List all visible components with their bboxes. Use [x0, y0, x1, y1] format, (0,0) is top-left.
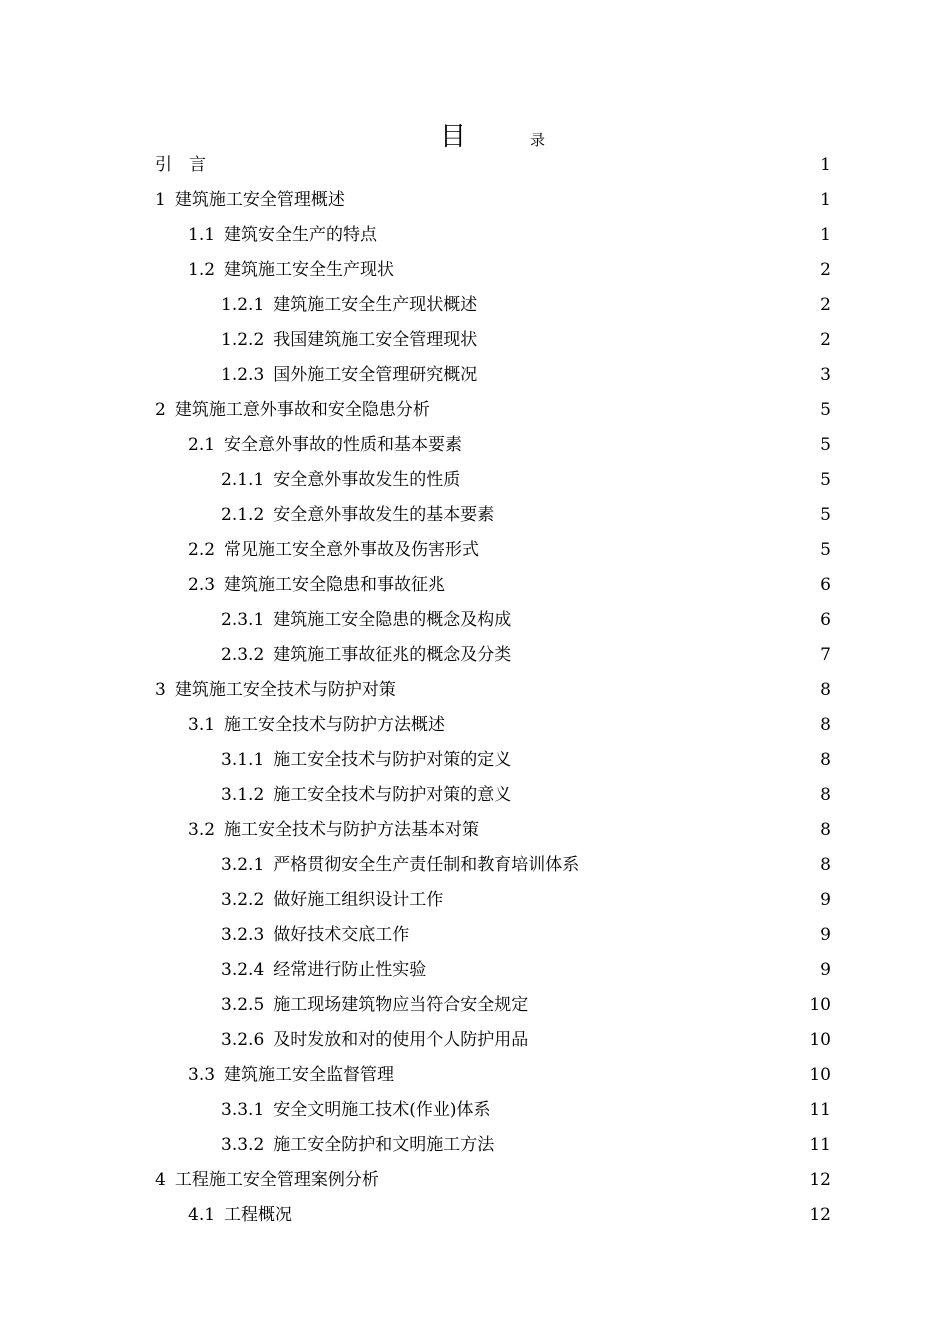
- toc-entry[interactable]: [0, 358, 950, 393]
- toc-entry[interactable]: [0, 428, 950, 463]
- toc-entry-page-number: 10: [809, 995, 831, 1015]
- toc-entry-page-number: 12: [809, 1170, 831, 1190]
- toc-entry-label: 施工现场建筑物应当符合安全规定: [273, 995, 529, 1015]
- toc-entry-page-number: 2: [820, 330, 831, 350]
- toc-entry-number: 2.3.2: [221, 645, 265, 665]
- toc-entry-heading: [221, 463, 460, 498]
- toc-entry[interactable]: [0, 323, 950, 358]
- toc-entry-label: 建筑施工安全生产现状概述: [273, 295, 478, 315]
- toc-entry-number: 3.3.1: [221, 1100, 265, 1120]
- toc-entry-number: 2.3.1: [221, 610, 265, 630]
- toc-entry-label: 工程施工安全管理案例分析: [174, 1170, 379, 1190]
- toc-entry-heading: [221, 848, 579, 883]
- toc-entry-heading: [221, 603, 511, 638]
- toc-entry-label: 建筑施工事故征兆的概念及分类: [273, 645, 512, 665]
- toc-entry-heading: [221, 778, 511, 813]
- toc-entry-label: 建筑施工安全生产现状: [224, 260, 395, 280]
- toc-entry-page-number: 5: [820, 505, 831, 525]
- toc-entry-label: 施工安全技术与防护对策的意义: [273, 785, 512, 805]
- toc-entry-heading: [221, 498, 494, 533]
- toc-entry[interactable]: [0, 743, 950, 778]
- toc-entry-number: 3.1.2: [221, 785, 265, 805]
- toc-entry-heading: [221, 1023, 528, 1058]
- toc-entry-label: 严格贯彻安全生产责任制和教育培训体系: [273, 855, 580, 875]
- toc-entry-page-number: 1: [820, 155, 831, 175]
- toc-entry-page-number: 10: [809, 1030, 831, 1050]
- toc-entry-number: 1.2.1: [221, 295, 265, 315]
- toc-entry-number: 1.2: [188, 260, 216, 280]
- toc-entry[interactable]: [0, 918, 950, 953]
- toc-entry-label: 建筑施工安全隐患和事故征兆: [224, 575, 446, 595]
- toc-entry[interactable]: [0, 1058, 950, 1093]
- toc-title-main: 目: [440, 122, 467, 152]
- toc-entry-number: 4: [155, 1170, 166, 1190]
- toc-entry-page-number: 7: [820, 645, 831, 665]
- toc-entry-page-number: 10: [809, 1065, 831, 1085]
- toc-entry-heading: [188, 813, 479, 848]
- toc-entry-label: 建筑施工安全监督管理: [224, 1065, 395, 1085]
- toc-entry-page-number: 2: [820, 295, 831, 315]
- toc-entry-label: 建筑施工安全技术与防护对策: [174, 680, 396, 700]
- toc-entry[interactable]: [0, 533, 950, 568]
- toc-entry-page-number: 12: [809, 1205, 831, 1225]
- toc-entry-number: 3.2.3: [221, 925, 265, 945]
- toc-entry-heading: [221, 1128, 494, 1163]
- toc-entry[interactable]: [0, 813, 950, 848]
- toc-entry-page-number: 8: [820, 820, 831, 840]
- toc-entry-page-number: 11: [809, 1100, 831, 1120]
- toc-entry-page-number: 5: [820, 435, 831, 455]
- table-of-contents: [0, 148, 950, 1233]
- toc-entry-label: 经常进行防止性实验: [273, 960, 427, 980]
- toc-entry-label: 安全意外事故发生的基本要素: [273, 505, 495, 525]
- toc-entry-page-number: 1: [820, 225, 831, 245]
- toc-entry-number: 1.2.2: [221, 330, 265, 350]
- toc-entry-page-number: 8: [820, 855, 831, 875]
- toc-entry-label: 常见施工安全意外事故及伤害形式: [224, 540, 480, 560]
- toc-entry-number: 3.2.2: [221, 890, 265, 910]
- toc-entry[interactable]: [0, 1128, 950, 1163]
- toc-entry-page-number: 1: [820, 190, 831, 210]
- toc-entry-heading: [221, 918, 409, 953]
- toc-entry[interactable]: [0, 1023, 950, 1058]
- toc-entry-number: 2.1.1: [221, 470, 265, 490]
- toc-entry-page-number: 5: [820, 470, 831, 490]
- toc-entry[interactable]: [0, 603, 950, 638]
- toc-entry-page-number: 8: [820, 785, 831, 805]
- toc-entry-heading: [155, 1163, 379, 1198]
- toc-entry-label: 施工安全技术与防护方法基本对策: [224, 820, 480, 840]
- toc-entry-number: 1.2.3: [221, 365, 265, 385]
- toc-entry-heading: [188, 568, 445, 603]
- toc-entry-page-number: 6: [820, 610, 831, 630]
- toc-entry-number: 3.2.5: [221, 995, 265, 1015]
- toc-entry-number: 3.2: [188, 820, 216, 840]
- toc-entry-label: 做好技术交底工作: [273, 925, 410, 945]
- toc-entry-page-number: 8: [820, 680, 831, 700]
- toc-entry[interactable]: [0, 218, 950, 253]
- toc-entry-page-number: 9: [820, 925, 831, 945]
- toc-entry-number: 2: [155, 400, 166, 420]
- toc-entry-number: 2.2: [188, 540, 216, 560]
- toc-entry-number: 1: [155, 190, 166, 210]
- toc-entry-number: 3.3.2: [221, 1135, 265, 1155]
- toc-entry-heading: [188, 533, 479, 568]
- toc-entry-label: 安全文明施工技术(作业)体系: [273, 1100, 491, 1120]
- toc-entry-heading: [221, 358, 477, 393]
- toc-entry-heading: [155, 183, 345, 218]
- toc-entry-label: 国外施工安全管理研究概况: [273, 365, 478, 385]
- toc-entry-heading: [221, 883, 443, 918]
- toc-entry[interactable]: [0, 988, 950, 1023]
- toc-entry-label: 建筑施工安全隐患的概念及构成: [273, 610, 512, 630]
- toc-entry-label: 及时发放和对的使用个人防护用品: [273, 1030, 529, 1050]
- toc-entry-label: 施工安全技术与防护对策的定义: [273, 750, 512, 770]
- toc-entry[interactable]: [0, 288, 950, 323]
- toc-entry-page-number: 9: [820, 960, 831, 980]
- toc-entry-page-number: 8: [820, 715, 831, 735]
- toc-entry[interactable]: [0, 393, 950, 428]
- toc-entry-heading: [221, 1093, 491, 1128]
- toc-entry[interactable]: [0, 848, 950, 883]
- toc-entry-label: 安全意外事故的性质和基本要素: [224, 435, 463, 455]
- toc-entry-number: 2.1: [188, 435, 216, 455]
- toc-entry-heading: [188, 1058, 394, 1093]
- toc-entry-heading: [155, 148, 206, 183]
- toc-entry-heading: [221, 323, 477, 358]
- toc-entry[interactable]: [0, 463, 950, 498]
- toc-entry-heading: [155, 393, 430, 428]
- toc-entry-number: 3.2.4: [221, 960, 265, 980]
- toc-entry-label: 工程概况: [224, 1205, 293, 1225]
- toc-entry[interactable]: [0, 778, 950, 813]
- toc-entry-label: 建筑安全生产的特点: [224, 225, 378, 245]
- toc-entry[interactable]: [0, 1093, 950, 1128]
- toc-entry-label: 建筑施工安全管理概述: [174, 190, 345, 210]
- toc-entry-number: 3.1.1: [221, 750, 265, 770]
- toc-entry[interactable]: [0, 883, 950, 918]
- toc-entry-label: 我国建筑施工安全管理现状: [273, 330, 478, 350]
- toc-entry-heading: [155, 673, 396, 708]
- toc-entry-label: 安全意外事故发生的性质: [273, 470, 461, 490]
- toc-entry-number: 1.1: [188, 225, 216, 245]
- toc-entry-heading: [188, 428, 462, 463]
- toc-entry-number: 3.1: [188, 715, 216, 735]
- toc-entry-heading: [221, 953, 426, 988]
- toc-entry[interactable]: [0, 638, 950, 673]
- toc-entry-heading: [188, 218, 377, 253]
- toc-entry[interactable]: [0, 498, 950, 533]
- toc-entry-number: 4.1: [188, 1205, 216, 1225]
- toc-entry-heading: [221, 288, 477, 323]
- toc-entry-page-number: 5: [820, 540, 831, 560]
- toc-entry-page-number: 8: [820, 750, 831, 770]
- toc-entry-page-number: 5: [820, 400, 831, 420]
- toc-entry-number: 3.3: [188, 1065, 216, 1085]
- toc-entry[interactable]: [0, 1163, 950, 1198]
- toc-entry-label: 引 言: [155, 155, 206, 175]
- toc-entry-label: 建筑施工意外事故和安全隐患分析: [174, 400, 430, 420]
- toc-entry[interactable]: [0, 708, 950, 743]
- toc-entry-page-number: 11: [809, 1135, 831, 1155]
- toc-entry-heading: [188, 253, 394, 288]
- toc-entry[interactable]: [0, 953, 950, 988]
- toc-entry-number: 2.3: [188, 575, 216, 595]
- toc-entry[interactable]: [0, 1198, 950, 1233]
- toc-entry-number: 3.2.6: [221, 1030, 265, 1050]
- toc-entry[interactable]: [0, 183, 950, 218]
- toc-entry-heading: [221, 743, 511, 778]
- toc-entry-page-number: 9: [820, 890, 831, 910]
- toc-entry[interactable]: [0, 148, 950, 183]
- toc-entry-heading: [188, 708, 445, 743]
- toc-entry-page-number: 2: [820, 260, 831, 280]
- toc-entry-label: 施工安全技术与防护方法概述: [224, 715, 446, 735]
- toc-entry-number: 3: [155, 680, 166, 700]
- toc-entry-heading: [221, 988, 528, 1023]
- toc-entry-heading: [221, 638, 511, 673]
- toc-entry[interactable]: [0, 568, 950, 603]
- toc-entry-label: 施工安全防护和文明施工方法: [273, 1135, 495, 1155]
- toc-entry[interactable]: [0, 673, 950, 708]
- toc-entry-page-number: 6: [820, 575, 831, 595]
- toc-title-sub: 录: [530, 131, 546, 149]
- toc-entry-number: 2.1.2: [221, 505, 265, 525]
- toc-entry-heading: [188, 1198, 292, 1233]
- toc-entry[interactable]: [0, 253, 950, 288]
- toc-entry-number: 3.2.1: [221, 855, 265, 875]
- toc-entry-page-number: 3: [820, 365, 831, 385]
- toc-entry-label: 做好施工组织设计工作: [273, 890, 444, 910]
